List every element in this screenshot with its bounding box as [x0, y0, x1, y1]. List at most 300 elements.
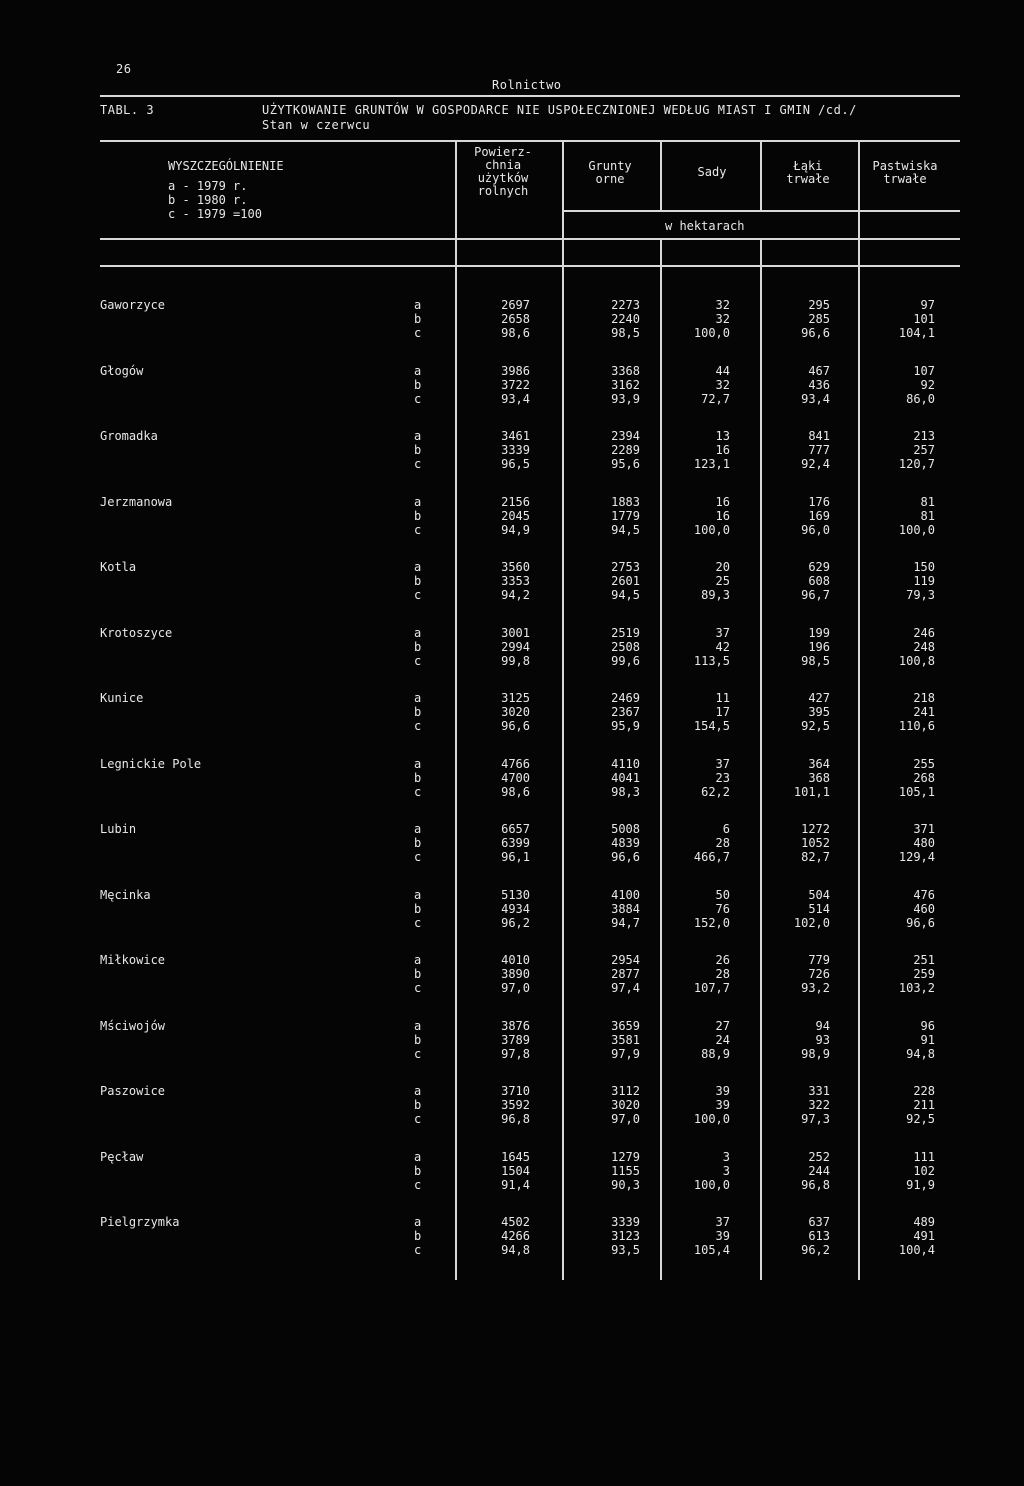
cell-value: 3339	[611, 1215, 640, 1229]
cell-value: 4110	[611, 757, 640, 771]
gmina-name: Jerzmanowa	[100, 495, 173, 509]
cell-value: 28	[715, 967, 730, 981]
cell-value: 100,4	[898, 1243, 935, 1257]
row-letter-c: c	[414, 916, 422, 930]
column-header: Grunty orne	[588, 159, 632, 186]
cell-value: 152,0	[693, 916, 730, 930]
cell-value: 5008	[611, 822, 640, 836]
cell-value: 779	[808, 953, 830, 967]
cell-value: 2877	[611, 967, 640, 981]
cell-value: 218	[913, 691, 935, 705]
column-header: Sady	[697, 165, 727, 179]
cell-value: 37	[715, 1215, 730, 1229]
cell-value: 613	[808, 1229, 830, 1243]
section-header: Rolnictwo	[492, 78, 562, 92]
cell-value: 2289	[611, 443, 640, 457]
cell-value: 76	[715, 902, 730, 916]
row-letter-b: b	[414, 443, 422, 457]
cell-value: 211	[913, 1098, 935, 1112]
cell-value: 466,7	[693, 850, 730, 864]
cell-value: 259	[913, 967, 935, 981]
row-letter-c: c	[414, 654, 422, 668]
cell-value: 93,4	[501, 392, 530, 406]
cell-value: 96,6	[906, 916, 935, 930]
cell-value: 637	[808, 1215, 830, 1229]
cell-value: 196	[808, 640, 830, 654]
cell-value: 97,4	[611, 981, 640, 995]
row-letter-c: c	[414, 850, 422, 864]
cell-value: 2508	[611, 640, 640, 654]
row-letter-c: c	[414, 785, 422, 799]
row-letter-a: a	[414, 691, 422, 705]
cell-value: 504	[808, 888, 830, 902]
cell-value: 368	[808, 771, 830, 785]
cell-value: 3710	[501, 1084, 530, 1098]
cell-value: 94,8	[906, 1047, 935, 1061]
row-letter-c: c	[414, 1178, 422, 1192]
cell-value: 94,7	[611, 916, 640, 930]
cell-value: 94,5	[611, 523, 640, 537]
cell-value: 2994	[501, 640, 530, 654]
cell-value: 97,0	[501, 981, 530, 995]
cell-value: 94,8	[501, 1243, 530, 1257]
column-divider	[858, 240, 860, 1280]
cell-value: 100,0	[693, 1112, 730, 1126]
cell-value: 119	[913, 574, 935, 588]
cell-value: 3	[722, 1164, 730, 1178]
cell-value: 248	[913, 640, 935, 654]
cell-value: 608	[808, 574, 830, 588]
cell-value: 129,4	[898, 850, 935, 864]
row-letter-b: b	[414, 1098, 422, 1112]
cell-value: 107,7	[693, 981, 730, 995]
row-letter-c: c	[414, 1047, 422, 1061]
column-divider	[760, 142, 762, 212]
cell-value: 489	[913, 1215, 935, 1229]
cell-value: 3339	[501, 443, 530, 457]
cell-value: 79,3	[906, 588, 935, 602]
cell-value: 4266	[501, 1229, 530, 1243]
cell-value: 44	[715, 364, 730, 378]
cell-value: 91	[920, 1033, 935, 1047]
row-letter-c: c	[414, 981, 422, 995]
cell-value: 2045	[501, 509, 530, 523]
cell-value: 101,1	[793, 785, 830, 799]
cell-value: 120,7	[898, 457, 935, 471]
table-subtitle: Stan w czerwcu	[262, 118, 371, 132]
column-divider	[562, 240, 564, 1280]
cell-value: 82,7	[801, 850, 830, 864]
header-rule-bottom	[100, 238, 960, 240]
row-letter-c: c	[414, 588, 422, 602]
cell-value: 11	[715, 691, 730, 705]
row-letter-a: a	[414, 1150, 422, 1164]
cell-value: 102,0	[793, 916, 830, 930]
cell-value: 169	[808, 509, 830, 523]
cell-value: 91,9	[906, 1178, 935, 1192]
cell-value: 98,5	[801, 654, 830, 668]
row-letter-b: b	[414, 312, 422, 326]
cell-value: 514	[808, 902, 830, 916]
row-letter-c: c	[414, 457, 422, 471]
cell-value: 3020	[611, 1098, 640, 1112]
row-letter-a: a	[414, 1019, 422, 1033]
cell-value: 150	[913, 560, 935, 574]
cell-value: 93,9	[611, 392, 640, 406]
cell-value: 777	[808, 443, 830, 457]
gmina-name: Pielgrzymka	[100, 1215, 180, 1229]
cell-value: 99,6	[611, 654, 640, 668]
row-letter-b: b	[414, 1033, 422, 1047]
cell-value: 476	[913, 888, 935, 902]
cell-value: 480	[913, 836, 935, 850]
cell-value: 3986	[501, 364, 530, 378]
cell-value: 110,6	[898, 719, 935, 733]
cell-value: 1155	[611, 1164, 640, 1178]
cell-value: 32	[715, 312, 730, 326]
cell-value: 241	[913, 705, 935, 719]
gmina-name: Paszowice	[100, 1084, 166, 1098]
gmina-name: Legnickie Pole	[100, 757, 202, 771]
cell-value: 95,6	[611, 457, 640, 471]
cell-value: 90,3	[611, 1178, 640, 1192]
gmina-name: Miłkowice	[100, 953, 166, 967]
cell-value: 107	[913, 364, 935, 378]
table-title: UŻYTKOWANIE GRUNTÓW W GOSPODARCE NIE USPOŁECZNIONEJ WEDŁUG MIAST I GMIN /cd./	[262, 103, 857, 117]
stub-legend-line: c - 1979 =100	[168, 207, 262, 221]
cell-value: 94	[815, 1019, 830, 1033]
cell-value: 100,0	[693, 1178, 730, 1192]
cell-value: 5130	[501, 888, 530, 902]
cell-value: 3461	[501, 429, 530, 443]
row-letter-b: b	[414, 640, 422, 654]
row-letter-b: b	[414, 771, 422, 785]
cell-value: 42	[715, 640, 730, 654]
cell-value: 331	[808, 1084, 830, 1098]
cell-value: 96,1	[501, 850, 530, 864]
cell-value: 3125	[501, 691, 530, 705]
cell-value: 123,1	[693, 457, 730, 471]
row-letter-c: c	[414, 1112, 422, 1126]
gmina-name: Głogów	[100, 364, 144, 378]
cell-value: 96,0	[801, 523, 830, 537]
row-letter-a: a	[414, 953, 422, 967]
cell-value: 100,8	[898, 654, 935, 668]
cell-value: 436	[808, 378, 830, 392]
cell-value: 81	[920, 495, 935, 509]
cell-value: 101	[913, 312, 935, 326]
cell-value: 81	[920, 509, 935, 523]
row-letter-a: a	[414, 298, 422, 312]
top-rule-2	[100, 140, 960, 142]
cell-value: 97,3	[801, 1112, 830, 1126]
row-letter-b: b	[414, 378, 422, 392]
cell-value: 32	[715, 298, 730, 312]
cell-value: 96,2	[501, 916, 530, 930]
cell-value: 86,0	[906, 392, 935, 406]
row-letter-b: b	[414, 1164, 422, 1178]
cell-value: 6657	[501, 822, 530, 836]
cell-value: 2367	[611, 705, 640, 719]
cell-value: 2156	[501, 495, 530, 509]
cell-value: 97,8	[501, 1047, 530, 1061]
cell-value: 96,6	[501, 719, 530, 733]
cell-value: 2394	[611, 429, 640, 443]
gmina-name: Pęcław	[100, 1150, 144, 1164]
row-letter-b: b	[414, 509, 422, 523]
cell-value: 91,4	[501, 1178, 530, 1192]
cell-value: 98,5	[611, 326, 640, 340]
cell-value: 228	[913, 1084, 935, 1098]
cell-value: 3020	[501, 705, 530, 719]
cell-value: 72,7	[701, 392, 730, 406]
cell-value: 295	[808, 298, 830, 312]
cell-value: 113,5	[693, 654, 730, 668]
cell-value: 1279	[611, 1150, 640, 1164]
gmina-name: Gromadka	[100, 429, 158, 443]
cell-value: 100,0	[693, 326, 730, 340]
cell-value: 4700	[501, 771, 530, 785]
cell-value: 23	[715, 771, 730, 785]
gmina-name: Męcinka	[100, 888, 151, 902]
cell-value: 32	[715, 378, 730, 392]
cell-value: 3162	[611, 378, 640, 392]
cell-value: 26	[715, 953, 730, 967]
cell-value: 1052	[801, 836, 830, 850]
cell-value: 92,5	[801, 719, 830, 733]
row-letter-c: c	[414, 392, 422, 406]
stub-legend-line: b - 1980 r.	[168, 193, 248, 207]
cell-value: 98,6	[501, 326, 530, 340]
row-letter-b: b	[414, 836, 422, 850]
column-header: Powierz- chnia użytków rolnych	[474, 145, 532, 198]
cell-value: 2469	[611, 691, 640, 705]
cell-value: 371	[913, 822, 935, 836]
cell-value: 2273	[611, 298, 640, 312]
cell-value: 199	[808, 626, 830, 640]
cell-value: 2753	[611, 560, 640, 574]
cell-value: 98,6	[501, 785, 530, 799]
cell-value: 16	[715, 443, 730, 457]
cell-value: 95,9	[611, 719, 640, 733]
cell-value: 97	[920, 298, 935, 312]
cell-value: 37	[715, 757, 730, 771]
cell-value: 257	[913, 443, 935, 457]
row-letter-a: a	[414, 888, 422, 902]
cell-value: 3876	[501, 1019, 530, 1033]
cell-value: 99,8	[501, 654, 530, 668]
gmina-name: Kunice	[100, 691, 144, 705]
cell-value: 3112	[611, 1084, 640, 1098]
cell-value: 460	[913, 902, 935, 916]
cell-value: 4041	[611, 771, 640, 785]
cell-value: 841	[808, 429, 830, 443]
cell-value: 2697	[501, 298, 530, 312]
cell-value: 1779	[611, 509, 640, 523]
cell-value: 427	[808, 691, 830, 705]
row-letter-a: a	[414, 626, 422, 640]
cell-value: 3560	[501, 560, 530, 574]
cell-value: 3592	[501, 1098, 530, 1112]
page-number: 26	[116, 62, 132, 76]
cell-value: 94,2	[501, 588, 530, 602]
cell-value: 88,9	[701, 1047, 730, 1061]
row-letter-a: a	[414, 757, 422, 771]
cell-value: 98,3	[611, 785, 640, 799]
cell-value: 1272	[801, 822, 830, 836]
cell-value: 491	[913, 1229, 935, 1243]
cell-value: 93,5	[611, 1243, 640, 1257]
unit-label: w hektarach	[665, 219, 745, 233]
cell-value: 16	[715, 509, 730, 523]
cell-value: 3368	[611, 364, 640, 378]
cell-value: 726	[808, 967, 830, 981]
cell-value: 24	[715, 1033, 730, 1047]
cell-value: 246	[913, 626, 935, 640]
cell-value: 154,5	[693, 719, 730, 733]
gmina-name: Lubin	[100, 822, 137, 836]
cell-value: 94,5	[611, 588, 640, 602]
gmina-name: Kotla	[100, 560, 137, 574]
cell-value: 3	[722, 1150, 730, 1164]
cell-value: 96,6	[801, 326, 830, 340]
cell-value: 1883	[611, 495, 640, 509]
cell-value: 13	[715, 429, 730, 443]
cell-value: 3353	[501, 574, 530, 588]
cell-value: 62,2	[701, 785, 730, 799]
cell-value: 244	[808, 1164, 830, 1178]
row-letter-b: b	[414, 967, 422, 981]
cell-value: 3722	[501, 378, 530, 392]
cell-value: 251	[913, 953, 935, 967]
cell-value: 93,4	[801, 392, 830, 406]
cell-value: 4766	[501, 757, 530, 771]
cell-value: 39	[715, 1098, 730, 1112]
header-rule-bottom-2	[100, 265, 960, 267]
cell-value: 103,2	[898, 981, 935, 995]
cell-value: 98,9	[801, 1047, 830, 1061]
cell-value: 93	[815, 1033, 830, 1047]
cell-value: 322	[808, 1098, 830, 1112]
cell-value: 25	[715, 574, 730, 588]
cell-value: 176	[808, 495, 830, 509]
cell-value: 111	[913, 1150, 935, 1164]
cell-value: 213	[913, 429, 935, 443]
gmina-name: Mściwojów	[100, 1019, 166, 1033]
cell-value: 4839	[611, 836, 640, 850]
cell-value: 255	[913, 757, 935, 771]
cell-value: 1645	[501, 1150, 530, 1164]
row-letter-b: b	[414, 1229, 422, 1243]
cell-value: 39	[715, 1229, 730, 1243]
row-letter-a: a	[414, 1084, 422, 1098]
cell-value: 100,0	[898, 523, 935, 537]
cell-value: 629	[808, 560, 830, 574]
column-header: Pastwiska trwałe	[872, 159, 938, 186]
row-letter-a: a	[414, 560, 422, 574]
cell-value: 467	[808, 364, 830, 378]
cell-value: 37	[715, 626, 730, 640]
row-letter-c: c	[414, 1243, 422, 1257]
cell-value: 3581	[611, 1033, 640, 1047]
cell-value: 2240	[611, 312, 640, 326]
cell-value: 4502	[501, 1215, 530, 1229]
cell-value: 3789	[501, 1033, 530, 1047]
cell-value: 94,9	[501, 523, 530, 537]
cell-value: 364	[808, 757, 830, 771]
row-letter-a: a	[414, 429, 422, 443]
cell-value: 2658	[501, 312, 530, 326]
cell-value: 50	[715, 888, 730, 902]
cell-value: 285	[808, 312, 830, 326]
cell-value: 252	[808, 1150, 830, 1164]
table-number: TABL. 3	[100, 103, 155, 117]
cell-value: 20	[715, 560, 730, 574]
cell-value: 97,9	[611, 1047, 640, 1061]
header-rule-inner	[562, 210, 960, 212]
gmina-name: Krotoszyce	[100, 626, 173, 640]
row-letter-a: a	[414, 822, 422, 836]
cell-value: 16	[715, 495, 730, 509]
row-letter-b: b	[414, 574, 422, 588]
cell-value: 105,1	[898, 785, 935, 799]
cell-value: 27	[715, 1019, 730, 1033]
cell-value: 96,7	[801, 588, 830, 602]
cell-value: 97,0	[611, 1112, 640, 1126]
row-letter-a: a	[414, 364, 422, 378]
row-letter-b: b	[414, 902, 422, 916]
cell-value: 105,4	[693, 1243, 730, 1257]
cell-value: 4010	[501, 953, 530, 967]
cell-value: 3123	[611, 1229, 640, 1243]
stub-heading: WYSZCZEGÓLNIENIE	[168, 159, 284, 173]
column-divider	[660, 142, 662, 212]
cell-value: 4934	[501, 902, 530, 916]
cell-value: 93,2	[801, 981, 830, 995]
cell-value: 2954	[611, 953, 640, 967]
cell-value: 2601	[611, 574, 640, 588]
row-letter-b: b	[414, 705, 422, 719]
cell-value: 104,1	[898, 326, 935, 340]
column-header: Łąki trwałe	[786, 159, 830, 186]
cell-value: 3884	[611, 902, 640, 916]
cell-value: 96,8	[501, 1112, 530, 1126]
row-letter-c: c	[414, 719, 422, 733]
stub-legend-line: a - 1979 r.	[168, 179, 248, 193]
cell-value: 3890	[501, 967, 530, 981]
cell-value: 39	[715, 1084, 730, 1098]
cell-value: 6399	[501, 836, 530, 850]
row-letter-c: c	[414, 523, 422, 537]
cell-value: 268	[913, 771, 935, 785]
cell-value: 1504	[501, 1164, 530, 1178]
cell-value: 3001	[501, 626, 530, 640]
cell-value: 96,2	[801, 1243, 830, 1257]
cell-value: 395	[808, 705, 830, 719]
cell-value: 92	[920, 378, 935, 392]
cell-value: 2519	[611, 626, 640, 640]
cell-value: 6	[722, 822, 730, 836]
cell-value: 28	[715, 836, 730, 850]
gmina-name: Gaworzyce	[100, 298, 166, 312]
cell-value: 3659	[611, 1019, 640, 1033]
cell-value: 92,4	[801, 457, 830, 471]
column-divider	[455, 240, 457, 1280]
top-rule-1	[100, 95, 960, 97]
cell-value: 100,0	[693, 523, 730, 537]
cell-value: 17	[715, 705, 730, 719]
cell-value: 92,5	[906, 1112, 935, 1126]
